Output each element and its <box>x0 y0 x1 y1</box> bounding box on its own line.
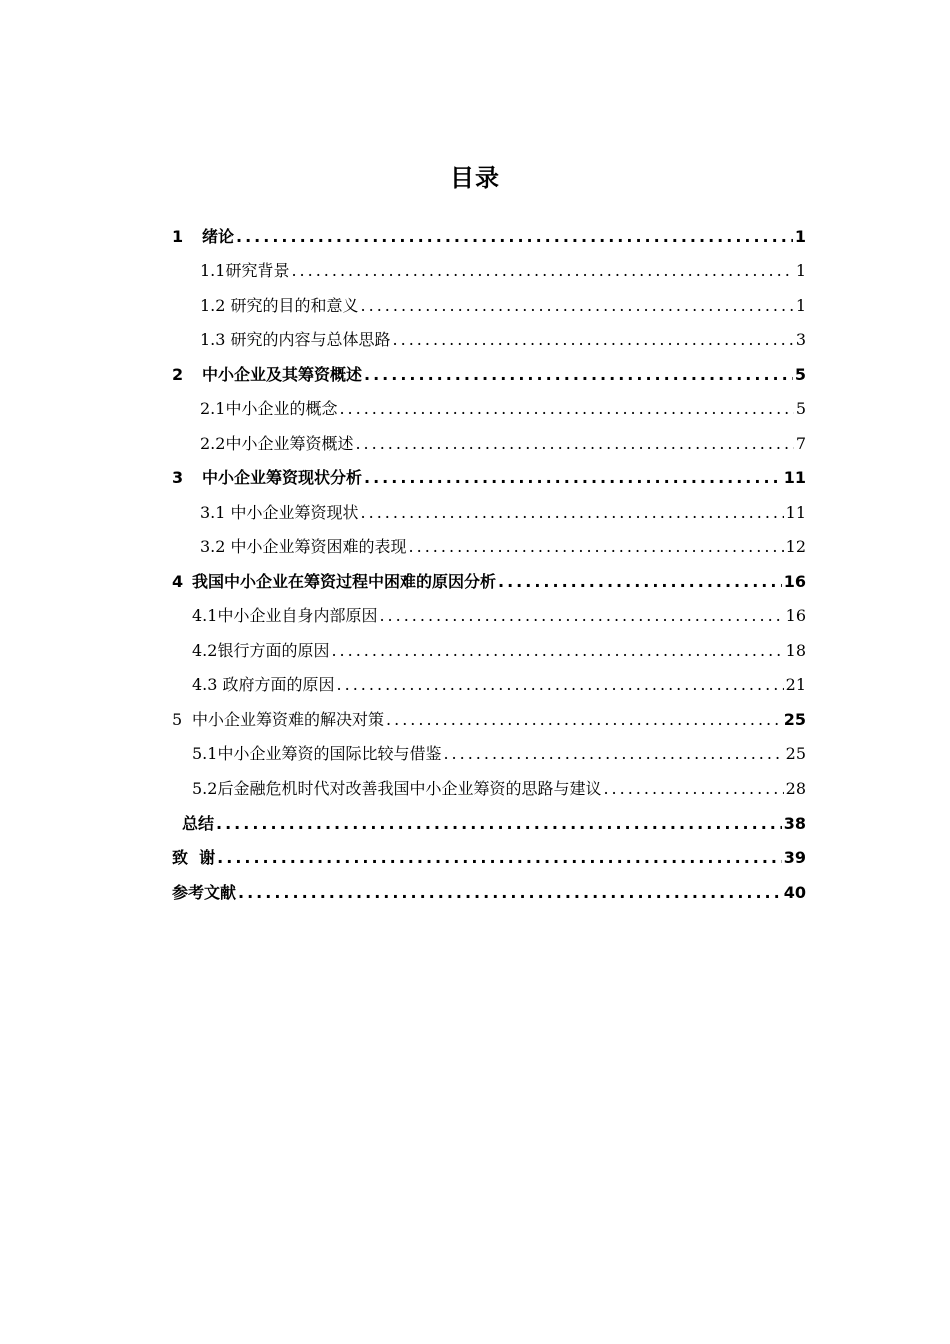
toc-entry-title: 4.2银行方面的原因 <box>192 641 330 660</box>
toc-dot-leader <box>361 498 784 528</box>
toc-dot-leader <box>291 256 793 286</box>
toc-entry-page: 1 <box>795 261 806 280</box>
toc-entry-section-1-3[interactable] <box>200 325 806 355</box>
toc-entry-section-5-2[interactable] <box>192 774 806 804</box>
toc-entry-title: 中小企业筹资现状分析 <box>202 468 363 487</box>
toc-dot-leader <box>393 325 794 355</box>
toc-entry-page: 16 <box>783 572 806 591</box>
toc-entry-title: 5.1中小企业筹资的国际比较与借鉴 <box>192 744 442 763</box>
toc-entry-page: 16 <box>785 606 806 625</box>
toc-entry-page: 18 <box>785 641 806 660</box>
toc-entry-title: 2.1中小企业的概念 <box>200 399 338 418</box>
toc-entry-title: 3.2 中小企业筹资困难的表现 <box>200 537 407 556</box>
toc-dot-leader <box>364 463 782 493</box>
toc-entry-page: 28 <box>785 779 806 798</box>
toc-entry-section-3-2[interactable] <box>200 532 806 562</box>
toc-entry-title: 中小企业筹资难的解决对策 <box>192 710 385 729</box>
toc-entry-title: 3.1 中小企业筹资现状 <box>200 503 359 522</box>
toc-entry-section-3-1[interactable] <box>200 498 806 528</box>
toc-entry-page: 5 <box>795 399 806 418</box>
toc-entry-page: 11 <box>785 503 806 522</box>
toc-entry-chapter-4[interactable] <box>172 567 806 597</box>
toc-entry-page: 38 <box>783 814 806 833</box>
toc-entry-page: 25 <box>785 744 806 763</box>
toc-entry-page: 25 <box>783 710 806 729</box>
toc-entry-chapter-3[interactable] <box>172 463 806 493</box>
toc-dot-leader <box>216 809 782 839</box>
toc-entry-title: 1.2 研究的目的和意义 <box>200 296 359 315</box>
toc-entry-title: 2.2中小企业筹资概述 <box>200 434 354 453</box>
toc-dot-leader <box>217 843 782 873</box>
toc-entry-section-5-1[interactable] <box>192 739 806 769</box>
toc-entry-title: 我国中小企业在筹资过程中困难的原因分析 <box>192 572 497 591</box>
toc-entry-title: 5.2后金融危机时代对改善我国中小企业筹资的思路与建议 <box>192 779 602 798</box>
toc-entry-acknowledgements[interactable] <box>172 843 806 873</box>
toc-entry-section-1-1[interactable] <box>200 256 806 286</box>
toc-dot-leader <box>498 567 782 597</box>
toc-entry-page: 1 <box>794 227 806 246</box>
toc-entry-section-2-1[interactable] <box>200 394 806 424</box>
toc-entry-number: 2 <box>172 365 184 384</box>
toc-entry-page: 21 <box>785 675 806 694</box>
toc-entry-title: 4.3 政府方面的原因 <box>192 675 335 694</box>
toc-entry-title: 中小企业及其筹资概述 <box>202 365 363 384</box>
toc-dot-leader <box>339 394 793 424</box>
toc-entry-title: 参考文献 <box>172 883 237 902</box>
toc-entry-references[interactable] <box>172 878 806 908</box>
toc-entry-chapter-5[interactable] <box>172 705 806 735</box>
toc-entry-section-4-3[interactable] <box>192 670 806 700</box>
toc-entry-title: 4.1中小企业自身内部原因 <box>192 606 378 625</box>
toc-entry-title: 1.1研究背景 <box>200 261 290 280</box>
toc-entry-title: 1.3 研究的内容与总体思路 <box>200 330 391 349</box>
toc-entry-section-4-1[interactable] <box>192 601 806 631</box>
toc-entry-page: 39 <box>783 848 806 867</box>
toc-entry-section-1-2[interactable] <box>200 291 806 321</box>
toc-entry-chapter-1[interactable] <box>172 222 806 252</box>
toc-entry-page: 1 <box>795 296 806 315</box>
toc-dot-leader <box>361 291 794 321</box>
toc-dot-leader <box>238 878 782 908</box>
toc-entry-section-2-2[interactable] <box>200 429 806 459</box>
toc-entry-section-4-2[interactable] <box>192 636 806 666</box>
toc-entry-page: 5 <box>794 365 806 384</box>
toc-dot-leader <box>355 429 793 459</box>
toc-dot-leader <box>386 705 782 735</box>
toc-entry-page: 11 <box>783 468 806 487</box>
toc-dot-leader <box>379 601 783 631</box>
toc-dot-leader <box>337 670 784 700</box>
toc-entry-summary[interactable] <box>182 809 806 839</box>
toc-dot-leader <box>443 739 783 769</box>
toc-entry-number: 3 <box>172 468 184 487</box>
toc-entry-page: 12 <box>785 537 806 556</box>
toc-entry-title: 绪论 <box>202 227 235 246</box>
toc-entry-page: 7 <box>795 434 806 453</box>
toc-dot-leader <box>236 222 793 252</box>
toc-entry-number: 5 <box>172 710 183 729</box>
toc-entry-title: 总结 <box>182 814 215 833</box>
toc-entry-page: 3 <box>795 330 806 349</box>
toc-dot-leader <box>364 360 793 390</box>
toc-entry-title: 致 谢 <box>172 848 216 867</box>
toc-dot-leader <box>331 636 783 666</box>
toc-dot-leader <box>409 532 784 562</box>
toc-entry-chapter-2[interactable] <box>172 360 806 390</box>
toc-entry-number: 4 <box>172 572 184 591</box>
page-title: 目录 <box>450 164 500 192</box>
toc-entry-page: 40 <box>783 883 806 902</box>
toc-entry-number: 1 <box>172 227 184 246</box>
toc-dot-leader <box>603 774 783 804</box>
